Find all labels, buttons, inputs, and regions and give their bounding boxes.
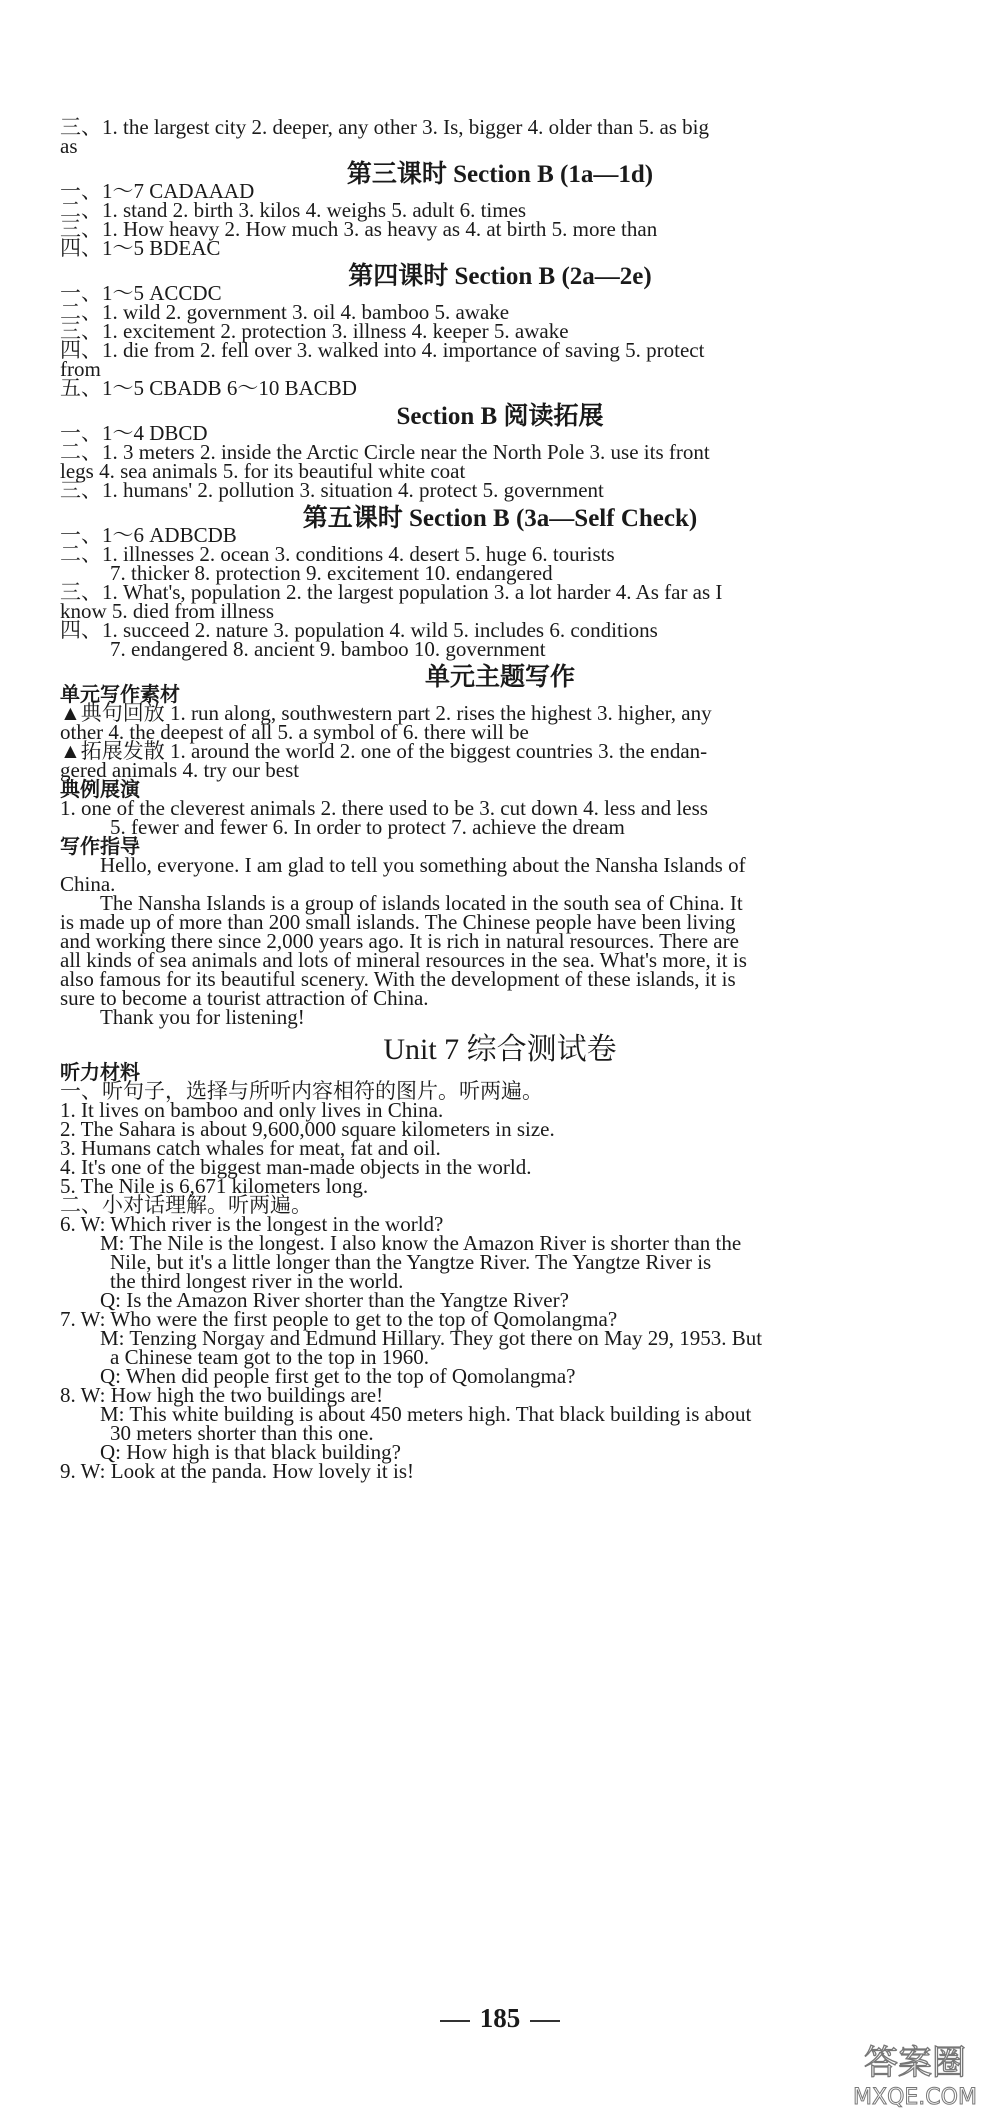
text-line: and working there since 2,000 years ago. It is rich in natural resources. There are — [60, 929, 739, 953]
text-line: ▲典句回放 1. run along, southwestern part 2. rises the highest 3. higher, any — [60, 701, 712, 725]
subsection-label: 写作指导 — [60, 834, 140, 858]
text-line: China. — [60, 872, 116, 896]
section-heading: 第三课时 Section B (1a—1d) — [346, 161, 654, 188]
text-line: as — [60, 134, 78, 158]
text-line: 三、1. What's, population 2. the largest population 3. a lot harder 4. As far as I — [60, 580, 723, 604]
text-line: 二、小对话理解。听两遍。 — [60, 1193, 312, 1217]
right-dash — [530, 2020, 560, 2022]
text-line: legs 4. sea animals 5. for its beautiful white coat — [60, 459, 466, 483]
text-line: 6. W: Which river is the longest in the world? — [60, 1212, 444, 1236]
text-line: Thank you for listening! — [100, 1005, 305, 1029]
text-line: gered animals 4. try our best — [60, 758, 300, 782]
text-line: 9. W: Look at the panda. How lovely it is! — [60, 1459, 415, 1483]
text-line: 7. thicker 8. protection 9. excitement 10. endangered — [110, 561, 553, 585]
text-line: Nile, but it's a little longer than the Yangtze River. The Yangtze River is — [110, 1250, 712, 1274]
text-line: 一、1～6 ADBCDB — [60, 523, 237, 547]
section-heading: Unit 7 综合测试卷 — [383, 1033, 617, 1066]
text-line: 7. W: Who were the first people to get to the top of Qomolangma? — [60, 1307, 618, 1331]
page-number: 185 — [479, 2003, 521, 2033]
text-line: from — [60, 357, 101, 381]
text-line: M: This white building is about 450 meters high. That black building is about — [100, 1402, 752, 1426]
text-line: 5. The Nile is 6,671 kilometers long. — [60, 1174, 369, 1198]
text-line: a Chinese team got to the top in 1960. — [110, 1345, 430, 1369]
subsection-label: 单元写作素材 — [60, 682, 180, 706]
text-line: 一、1～5 ACCDC — [60, 281, 222, 305]
text-line: 4. It's one of the biggest man-made objects in the world. — [60, 1155, 532, 1179]
text-line: is made up of more than 200 small islands. The Chinese people have been living — [60, 910, 736, 934]
text-line: Q: When did people first get to the top of Qomolangma? — [100, 1364, 576, 1388]
subsection-label: 典例展演 — [60, 777, 140, 801]
section-heading: 第五课时 Section B (3a—Self Check) — [302, 505, 698, 532]
text-line: M: The Nile is the longest. I also know the Amazon River is shorter than the — [100, 1231, 742, 1255]
text-line: 7. endangered 8. ancient 9. bamboo 10. government — [110, 637, 546, 661]
text-line: also famous for its beautiful scenery. With the development of these islands, it is — [60, 967, 736, 991]
watermark-url: MXQE.COM — [853, 2085, 977, 2110]
text-line: 一、1～4 DBCD — [60, 421, 208, 445]
text-line: 三、1. the largest city 2. deeper, any other 3. Is, bigger 4. older than 5. as big — [60, 115, 710, 139]
text-line: sure to become a tourist attraction of China. — [60, 986, 429, 1010]
text-line: the third longest river in the world. — [110, 1269, 404, 1293]
text-line: 五、1～5 CBADB 6～10 BACBD — [60, 376, 357, 400]
watermark-logo — [840, 2034, 990, 2114]
text-line: 一、听句子，选择与所听内容相符的图片。听两遍。 — [60, 1079, 543, 1103]
text-line: 2. The Sahara is about 9,600,000 square kilometers in size. — [60, 1117, 555, 1141]
text-line: 1. one of the cleverest animals 2. there used to be 3. cut down 4. less and less — [60, 796, 708, 820]
text-line: 二、1. illnesses 2. ocean 3. conditions 4. desert 5. huge 6. tourists — [60, 542, 615, 566]
text-line: 三、1. excitement 2. protection 3. illness 4. keeper 5. awake — [60, 319, 569, 343]
page-number-footer — [0, 2003, 1000, 2034]
text-line: 5. fewer and fewer 6. In order to protect 7. achieve the dream — [110, 815, 625, 839]
text-line: The Nansha Islands is a group of islands located in the south sea of China. It — [100, 891, 743, 915]
text-line: know 5. died from illness — [60, 599, 275, 623]
text-line: 30 meters shorter than this one. — [110, 1421, 374, 1445]
text-line: Q: Is the Amazon River shorter than the Yangtze River? — [100, 1288, 569, 1312]
section-heading: 单元主题写作 — [424, 664, 575, 691]
section-heading: 第四课时 Section B (2a—2e) — [348, 263, 652, 290]
text-line: 四、1～5 BDEAC — [60, 236, 221, 260]
text-line: 三、1. humans' 2. pollution 3. situation 4. protect 5. government — [60, 478, 604, 502]
text-line: 3. Humans catch whales for meat, fat and oil. — [60, 1136, 441, 1160]
text-line: ▲拓展发散 1. around the world 2. one of the biggest countries 3. the endan- — [60, 739, 708, 763]
subsection-label: 听力材料 — [60, 1060, 140, 1084]
text-line: 二、1. stand 2. birth 3. kilos 4. weighs 5. adult 6. times — [60, 198, 527, 222]
text-line: other 4. the deepest of all 5. a symbol of 6. there will be — [60, 720, 529, 744]
text-line: 1. It lives on bamboo and only lives in China. — [60, 1098, 444, 1122]
text-line: all kinds of sea animals and lots of mineral resources in the sea. What's more, it is — [60, 948, 747, 972]
text-line: 一、1～7 CADAAAD — [60, 179, 255, 203]
text-line: Hello, everyone. I am glad to tell you something about the Nansha Islands of — [100, 853, 746, 877]
text-line: Q: How high is that black building? — [100, 1440, 401, 1464]
watermark-text: 答案圈 — [864, 2043, 966, 2083]
left-dash — [440, 2020, 470, 2022]
text-line: 8. W: How high the two buildings are! — [60, 1383, 384, 1407]
text-line: M: Tenzing Norgay and Edmund Hillary. They got there on May 29, 1953. But — [100, 1326, 763, 1350]
section-heading: Section B 阅读拓展 — [396, 403, 604, 430]
text-line: 四、1. succeed 2. nature 3. population 4. wild 5. includes 6. conditions — [60, 618, 658, 642]
text-line: 二、1. 3 meters 2. inside the Arctic Circle near the North Pole 3. use its front — [60, 440, 710, 464]
text-line: 三、1. How heavy 2. How much 3. as heavy as 4. at birth 5. more than — [60, 217, 658, 241]
text-line: 二、1. wild 2. government 3. oil 4. bamboo 5. awake — [60, 300, 510, 324]
text-line: 四、1. die from 2. fell over 3. walked into 4. importance of saving 5. protect — [60, 338, 705, 362]
